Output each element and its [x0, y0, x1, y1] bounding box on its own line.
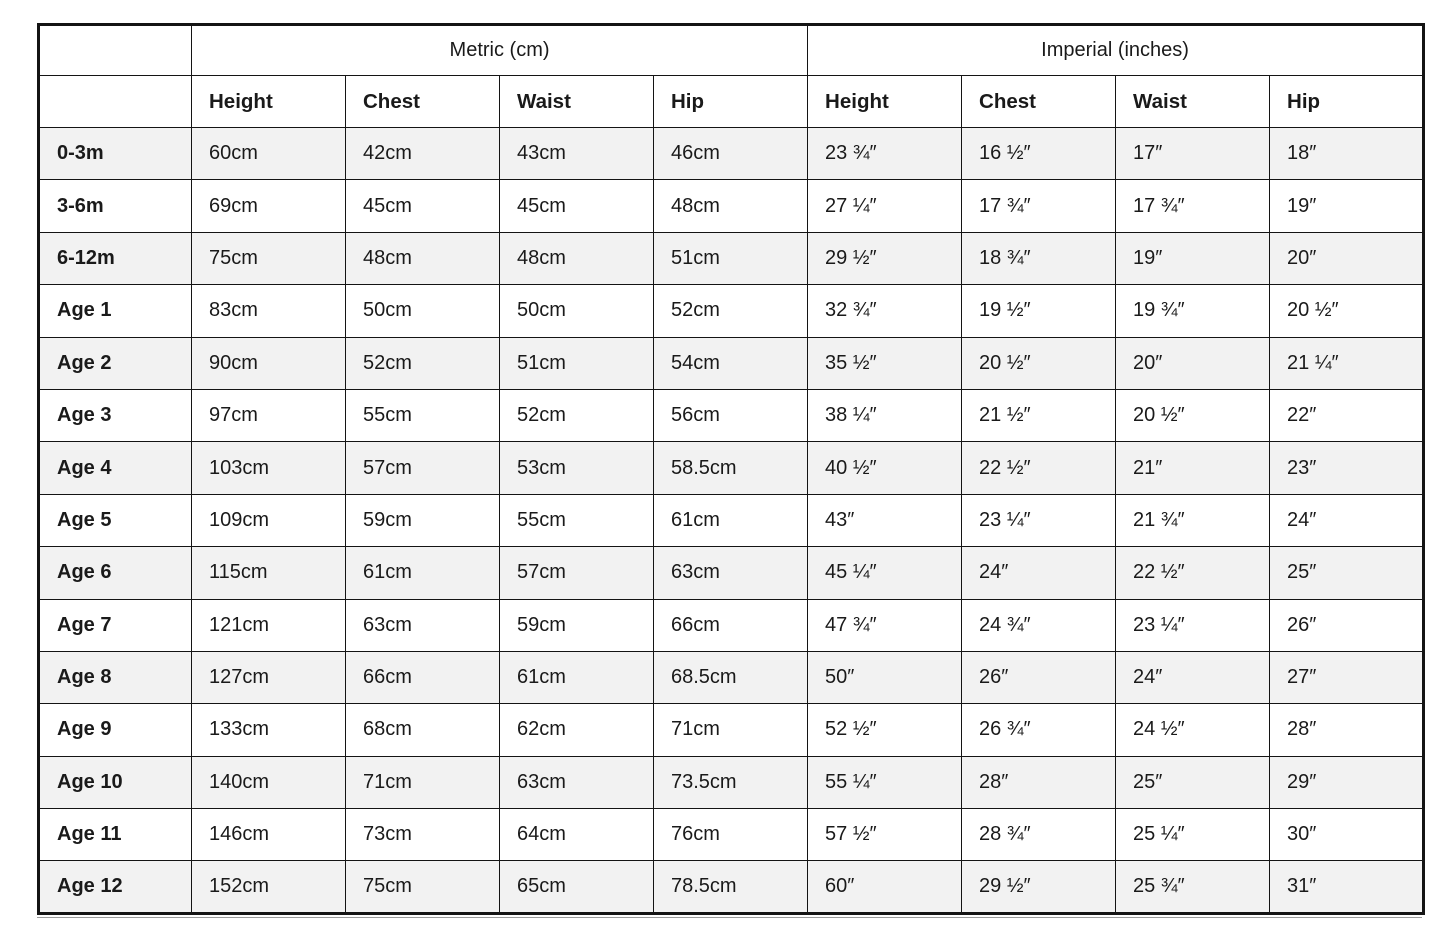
imperial-measurement-cell: 29 ½″: [962, 861, 1116, 913]
metric-measurement-cell: 75cm: [192, 232, 346, 284]
metric-measurement-cell: 76cm: [654, 809, 808, 861]
metric-chest-header: Chest: [346, 76, 500, 128]
imperial-measurement-cell: 22 ½″: [962, 442, 1116, 494]
metric-measurement-cell: 59cm: [346, 494, 500, 546]
metric-measurement-cell: 73cm: [346, 809, 500, 861]
metric-measurement-cell: 62cm: [500, 704, 654, 756]
table-row: [39, 180, 1424, 232]
metric-measurement-cell: 52cm: [346, 337, 500, 389]
metric-measurement-cell: 66cm: [654, 599, 808, 651]
imperial-measurement-cell: 30″: [1270, 809, 1424, 861]
imperial-measurement-cell: 23 ¾″: [808, 128, 962, 180]
table-bottom-rule: [37, 917, 1422, 919]
imperial-measurement-cell: 19 ½″: [962, 285, 1116, 337]
imperial-hip-header: Hip: [1270, 76, 1424, 128]
row-label: Age 12: [39, 861, 192, 913]
imperial-measurement-cell: 20 ½″: [1116, 389, 1270, 441]
imperial-measurement-cell: 27″: [1270, 651, 1424, 703]
imperial-measurement-cell: 32 ¾″: [808, 285, 962, 337]
metric-measurement-cell: 133cm: [192, 704, 346, 756]
table-row: [39, 128, 1424, 180]
metric-measurement-cell: 140cm: [192, 756, 346, 808]
metric-measurement-cell: 56cm: [654, 389, 808, 441]
row-label: 0-3m: [39, 128, 192, 180]
metric-measurement-cell: 51cm: [500, 337, 654, 389]
table-row: [39, 389, 1424, 441]
imperial-measurement-cell: 17 ¾″: [1116, 180, 1270, 232]
metric-measurement-cell: 90cm: [192, 337, 346, 389]
imperial-measurement-cell: 47 ¾″: [808, 599, 962, 651]
metric-measurement-cell: 45cm: [346, 180, 500, 232]
row-label: 6-12m: [39, 232, 192, 284]
imperial-measurement-cell: 24″: [1116, 651, 1270, 703]
corner-cell-top: [39, 25, 192, 76]
imperial-measurement-cell: 22 ½″: [1116, 547, 1270, 599]
row-label: Age 3: [39, 389, 192, 441]
imperial-measurement-cell: 24 ¾″: [962, 599, 1116, 651]
imperial-measurement-cell: 18″: [1270, 128, 1424, 180]
metric-measurement-cell: 50cm: [346, 285, 500, 337]
imperial-measurement-cell: 26″: [962, 651, 1116, 703]
imperial-waist-header: Waist: [1116, 76, 1270, 128]
metric-measurement-cell: 109cm: [192, 494, 346, 546]
metric-measurement-cell: 48cm: [500, 232, 654, 284]
metric-measurement-cell: 64cm: [500, 809, 654, 861]
metric-measurement-cell: 58.5cm: [654, 442, 808, 494]
row-label: Age 8: [39, 651, 192, 703]
metric-measurement-cell: 54cm: [654, 337, 808, 389]
imperial-measurement-cell: 24″: [1270, 494, 1424, 546]
imperial-measurement-cell: 26″: [1270, 599, 1424, 651]
imperial-measurement-cell: 28″: [1270, 704, 1424, 756]
row-label: Age 4: [39, 442, 192, 494]
metric-measurement-cell: 57cm: [500, 547, 654, 599]
imperial-measurement-cell: 57 ½″: [808, 809, 962, 861]
row-label: Age 2: [39, 337, 192, 389]
table-row: [39, 756, 1424, 808]
metric-measurement-cell: 66cm: [346, 651, 500, 703]
row-label: 3-6m: [39, 180, 192, 232]
metric-measurement-cell: 73.5cm: [654, 756, 808, 808]
metric-measurement-cell: 146cm: [192, 809, 346, 861]
metric-measurement-cell: 127cm: [192, 651, 346, 703]
imperial-measurement-cell: 29″: [1270, 756, 1424, 808]
table-row: [39, 494, 1424, 546]
metric-measurement-cell: 97cm: [192, 389, 346, 441]
metric-measurement-cell: 65cm: [500, 861, 654, 913]
imperial-measurement-cell: 21 ¼″: [1270, 337, 1424, 389]
metric-measurement-cell: 43cm: [500, 128, 654, 180]
row-label: Age 7: [39, 599, 192, 651]
metric-measurement-cell: 61cm: [346, 547, 500, 599]
metric-measurement-cell: 71cm: [654, 704, 808, 756]
imperial-measurement-cell: 45 ¼″: [808, 547, 962, 599]
metric-measurement-cell: 83cm: [192, 285, 346, 337]
table-row: [39, 337, 1424, 389]
metric-measurement-cell: 68.5cm: [654, 651, 808, 703]
imperial-measurement-cell: 20″: [1270, 232, 1424, 284]
imperial-measurement-cell: 20 ½″: [1270, 285, 1424, 337]
corner-cell-bottom: [39, 76, 192, 128]
metric-measurement-cell: 55cm: [346, 389, 500, 441]
table-row: [39, 442, 1424, 494]
imperial-measurement-cell: 52 ½″: [808, 704, 962, 756]
imperial-measurement-cell: 50″: [808, 651, 962, 703]
imperial-measurement-cell: 31″: [1270, 861, 1424, 913]
metric-measurement-cell: 52cm: [654, 285, 808, 337]
metric-measurement-cell: 57cm: [346, 442, 500, 494]
metric-measurement-cell: 68cm: [346, 704, 500, 756]
metric-hip-header: Hip: [654, 76, 808, 128]
imperial-measurement-cell: 21 ¾″: [1116, 494, 1270, 546]
metric-measurement-cell: 48cm: [654, 180, 808, 232]
imperial-measurement-cell: 23″: [1270, 442, 1424, 494]
imperial-measurement-cell: 16 ½″: [962, 128, 1116, 180]
imperial-measurement-cell: 55 ¼″: [808, 756, 962, 808]
row-label: Age 10: [39, 756, 192, 808]
row-label: Age 9: [39, 704, 192, 756]
metric-measurement-cell: 52cm: [500, 389, 654, 441]
metric-measurement-cell: 103cm: [192, 442, 346, 494]
row-label: Age 11: [39, 809, 192, 861]
imperial-measurement-cell: 25 ¼″: [1116, 809, 1270, 861]
metric-measurement-cell: 63cm: [654, 547, 808, 599]
imperial-measurement-cell: 19″: [1116, 232, 1270, 284]
metric-measurement-cell: 75cm: [346, 861, 500, 913]
metric-measurement-cell: 60cm: [192, 128, 346, 180]
imperial-measurement-cell: 25″: [1116, 756, 1270, 808]
imperial-measurement-cell: 28 ¾″: [962, 809, 1116, 861]
metric-measurement-cell: 42cm: [346, 128, 500, 180]
imperial-measurement-cell: 19″: [1270, 180, 1424, 232]
imperial-measurement-cell: 26 ¾″: [962, 704, 1116, 756]
metric-group-header: Metric (cm): [192, 25, 808, 76]
imperial-measurement-cell: 60″: [808, 861, 962, 913]
metric-measurement-cell: 115cm: [192, 547, 346, 599]
metric-measurement-cell: 69cm: [192, 180, 346, 232]
metric-measurement-cell: 59cm: [500, 599, 654, 651]
metric-measurement-cell: 46cm: [654, 128, 808, 180]
metric-measurement-cell: 50cm: [500, 285, 654, 337]
metric-measurement-cell: 121cm: [192, 599, 346, 651]
imperial-measurement-cell: 20″: [1116, 337, 1270, 389]
imperial-chest-header: Chest: [962, 76, 1116, 128]
column-header-row: [39, 76, 1424, 128]
metric-measurement-cell: 51cm: [654, 232, 808, 284]
metric-measurement-cell: 63cm: [500, 756, 654, 808]
row-label: Age 6: [39, 547, 192, 599]
imperial-measurement-cell: 35 ½″: [808, 337, 962, 389]
imperial-measurement-cell: 17 ¾″: [962, 180, 1116, 232]
table-row: [39, 547, 1424, 599]
imperial-measurement-cell: 19 ¾″: [1116, 285, 1270, 337]
metric-measurement-cell: 63cm: [346, 599, 500, 651]
table-row: [39, 285, 1424, 337]
imperial-height-header: Height: [808, 76, 962, 128]
metric-height-header: Height: [192, 76, 346, 128]
imperial-measurement-cell: 24″: [962, 547, 1116, 599]
imperial-group-header: Imperial (inches): [808, 25, 1424, 76]
row-label: Age 1: [39, 285, 192, 337]
imperial-measurement-cell: 21″: [1116, 442, 1270, 494]
metric-measurement-cell: 48cm: [346, 232, 500, 284]
imperial-measurement-cell: 24 ½″: [1116, 704, 1270, 756]
row-label: Age 5: [39, 494, 192, 546]
metric-measurement-cell: 61cm: [654, 494, 808, 546]
imperial-measurement-cell: 43″: [808, 494, 962, 546]
table-row: [39, 809, 1424, 861]
metric-measurement-cell: 71cm: [346, 756, 500, 808]
metric-waist-header: Waist: [500, 76, 654, 128]
unit-header-row: [39, 25, 1424, 76]
imperial-measurement-cell: 23 ¼″: [962, 494, 1116, 546]
size-chart: [37, 23, 1422, 918]
imperial-measurement-cell: 22″: [1270, 389, 1424, 441]
imperial-measurement-cell: 38 ¼″: [808, 389, 962, 441]
table-row: [39, 861, 1424, 913]
imperial-measurement-cell: 29 ½″: [808, 232, 962, 284]
metric-measurement-cell: 61cm: [500, 651, 654, 703]
metric-measurement-cell: 55cm: [500, 494, 654, 546]
imperial-measurement-cell: 20 ½″: [962, 337, 1116, 389]
table-row: [39, 599, 1424, 651]
imperial-measurement-cell: 40 ½″: [808, 442, 962, 494]
metric-measurement-cell: 78.5cm: [654, 861, 808, 913]
imperial-measurement-cell: 27 ¼″: [808, 180, 962, 232]
imperial-measurement-cell: 28″: [962, 756, 1116, 808]
table-row: [39, 651, 1424, 703]
imperial-measurement-cell: 17″: [1116, 128, 1270, 180]
size-chart-table: [37, 23, 1425, 915]
metric-measurement-cell: 45cm: [500, 180, 654, 232]
metric-measurement-cell: 152cm: [192, 861, 346, 913]
table-row: [39, 704, 1424, 756]
table-row: [39, 232, 1424, 284]
imperial-measurement-cell: 25″: [1270, 547, 1424, 599]
metric-measurement-cell: 53cm: [500, 442, 654, 494]
imperial-measurement-cell: 21 ½″: [962, 389, 1116, 441]
imperial-measurement-cell: 23 ¼″: [1116, 599, 1270, 651]
imperial-measurement-cell: 25 ¾″: [1116, 861, 1270, 913]
imperial-measurement-cell: 18 ¾″: [962, 232, 1116, 284]
